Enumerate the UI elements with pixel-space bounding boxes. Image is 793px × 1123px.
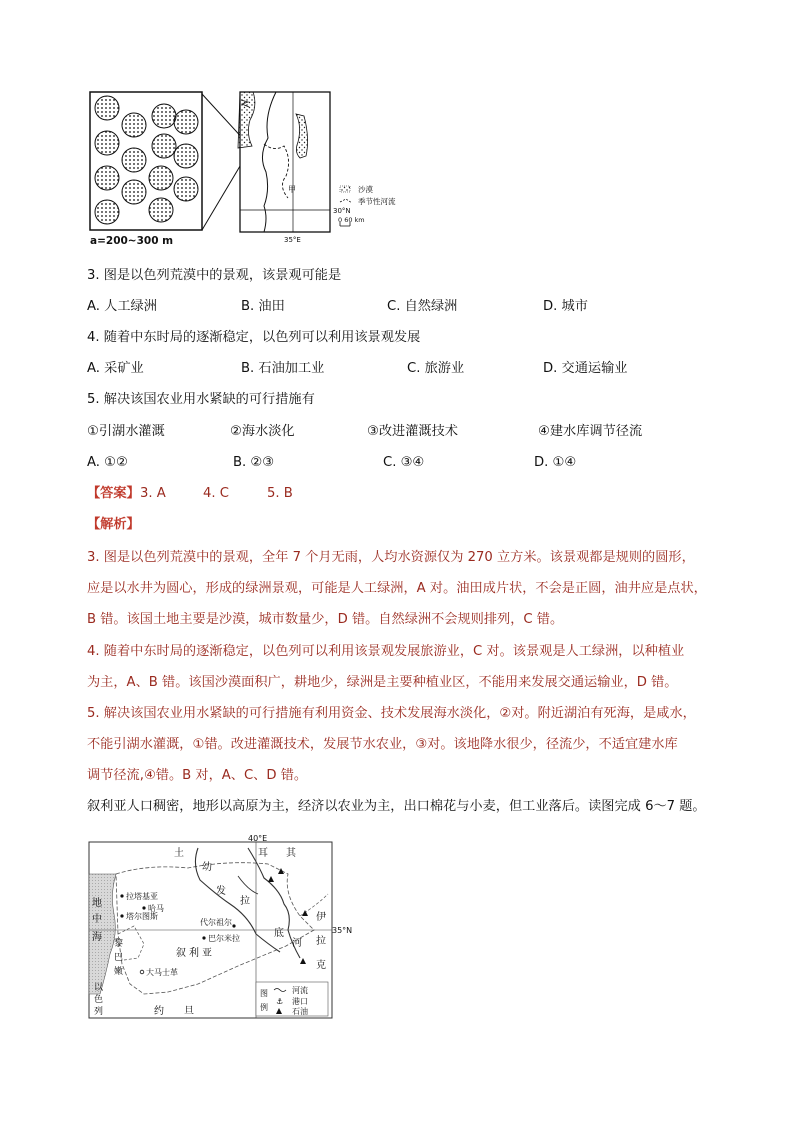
analysis-line-7: 不能引湖水灌溉，①错。改进灌溉技术，发展节水农业，③对。该地降水很少，径流少，不适宜建水库 [87, 737, 678, 752]
label-lebanon-3: 嫩 [114, 967, 124, 977]
river-char-5: 河 [292, 938, 302, 949]
river-char-2: 发 [216, 886, 226, 897]
answer-4: 4. C [203, 486, 229, 501]
label-turkey-1: 土 [174, 848, 184, 859]
analysis-line-8: 调节径流,④错。B 对，A、C、D 错。 [87, 768, 308, 783]
q3-option-d[interactable]: D. 城市 [543, 299, 588, 314]
city-marker [232, 924, 235, 927]
q5-option-b[interactable]: B. ②③ [233, 455, 275, 470]
legend-oil-label: 石油 [292, 1007, 308, 1016]
label-jordan-1: 约 [154, 1006, 164, 1017]
label-turkey-3: 其 [286, 848, 296, 859]
q5-option-a[interactable]: A. ①② [87, 455, 128, 470]
answer-5: 5. B [267, 486, 293, 501]
analysis-line-6: 5. 解决该国农业用水紧缺的可行措施有利用资金、技术发展海水淡化，②对。附近湖泊有死海，是咸水， [87, 706, 696, 721]
q5-stem: 5. 解决该国农业用水紧缺的可行措施有 [87, 392, 315, 407]
syria-intro: 叙利亚人口稠密，地形以高原为主，经济以农业为主，出口棉花与小麦，但工业落后。读图完成 6～7 题。 [87, 799, 706, 814]
river-char-4: 底 [274, 928, 284, 939]
lon-label: 35°E [284, 236, 301, 244]
q5-item-1: ①引湖水灌溉 [87, 424, 165, 439]
label-iraq-3: 克 [316, 960, 326, 971]
q5-item-2: ②海水淡化 [230, 424, 295, 439]
q5-option-c[interactable]: C. ③④ [383, 455, 425, 470]
city-marker [202, 936, 205, 939]
city-marker [120, 914, 123, 917]
q4-option-c[interactable]: C. 旅游业 [407, 361, 465, 376]
figure-syria-map [88, 834, 353, 1020]
answer-label: 【答案】 [87, 486, 140, 501]
analysis-line-5: 为主，A、B 错。该国沙漠面积广，耕地少，绿洲是主要种植业区，不能用来发展交通运输业，D 错。 [87, 675, 678, 690]
legend-title-2: 例 [260, 1003, 268, 1012]
city-marker [142, 906, 145, 909]
label-syria-1: 叙 [176, 948, 186, 959]
analysis-line-2: 应是以水井为圆心，形成的绿洲景观，可能是人工绿洲，A 对。油田成片状，不会是正圆，油井应是点状， [87, 581, 707, 596]
river-char-1: 幼 [202, 862, 212, 873]
label-sea-1: 地 [92, 898, 102, 909]
label-israel-1: 以 [94, 983, 104, 993]
legend-port-label: 港口 [292, 997, 308, 1006]
analysis-line-3: B 错。该国土地主要是沙漠，城市数量少，D 错。自然绿洲不会规则排列，C 错。 [87, 612, 564, 627]
q3-option-b[interactable]: B. 油田 [241, 299, 285, 314]
analysis-line-4: 4. 随着中东时局的逐渐稳定，以色列可以利用该景观发展旅游业，C 对。该景观是人工绿洲，以种植业 [87, 644, 685, 659]
legend-desert-swatch [340, 186, 350, 192]
river-char-3: 拉 [240, 896, 250, 907]
map-label-jia: 甲 [288, 185, 296, 194]
q4-option-b[interactable]: B. 石油加工业 [241, 361, 325, 376]
label-syria-3: 亚 [202, 948, 212, 959]
q5-item-4: ④建水库调节径流 [538, 424, 643, 439]
label-iraq-2: 拉 [316, 936, 326, 947]
city-hama: 哈马 [148, 904, 164, 913]
q4-stem: 4. 随着中东时局的逐渐稳定，以色列可以利用该景观发展 [87, 330, 421, 345]
legend-river-swatch [340, 199, 352, 203]
lat-35-label: 35°N [332, 926, 353, 935]
legend-port-swatch: ⚓ [276, 997, 284, 1006]
answer-3: 3. A [140, 486, 166, 501]
label-israel-3: 列 [94, 1007, 104, 1017]
label-israel-2: 色 [94, 995, 104, 1005]
q4-option-a[interactable]: A. 采矿业 [87, 361, 144, 376]
label-iraq-1: 伊 [316, 912, 326, 923]
city-latakia: 拉塔基亚 [126, 892, 158, 901]
analysis-label: 【解析】 [87, 517, 140, 532]
lat-label: 30°N [333, 207, 351, 215]
city-palmyra: 巴尔米拉 [208, 934, 240, 943]
city-damascus: 大马士革 [146, 968, 178, 977]
city-tartus: 塔尔图斯 [126, 912, 158, 921]
q3-option-a[interactable]: A. 人工绿洲 [87, 299, 157, 314]
figure-oasis-map [88, 86, 418, 246]
label-sea-3: 海 [92, 932, 102, 943]
legend-desert-label: 沙漠 [358, 185, 373, 194]
label-syria-2: 利 [189, 948, 199, 959]
legend-river-label: 河流 [292, 986, 308, 995]
lon-40-label: 40°E [248, 834, 268, 843]
analysis-line-1: 3. 图是以色列荒漠中的景观，全年 7 个月无雨，人均水资源仅为 270 立方米。该景观都是规则的圆形， [87, 550, 695, 565]
label-turkey-2: 耳 [258, 848, 268, 859]
label-sea-2: 中 [92, 914, 102, 925]
legend-title-1: 图 [260, 989, 268, 998]
q5-option-d[interactable]: D. ①④ [534, 455, 577, 470]
q5-item-3: ③改进灌溉技术 [367, 424, 458, 439]
label-lebanon-1: 黎 [114, 939, 124, 949]
scale-km: 0 60 km [338, 216, 365, 224]
scale-label: a=200~300 m [90, 235, 174, 247]
city-deir-ez-zor: 代尔祖尔 [200, 918, 232, 927]
label-jordan-2: 旦 [184, 1006, 194, 1017]
city-marker [120, 894, 123, 897]
q3-option-c[interactable]: C. 自然绿洲 [387, 299, 458, 314]
label-lebanon-2: 巴 [114, 953, 124, 963]
q4-option-d[interactable]: D. 交通运输业 [543, 361, 628, 376]
q3-stem: 3. 图是以色列荒漠中的景观，该景观可能是 [87, 268, 342, 283]
legend-river-label: 季节性河流 [358, 197, 396, 206]
